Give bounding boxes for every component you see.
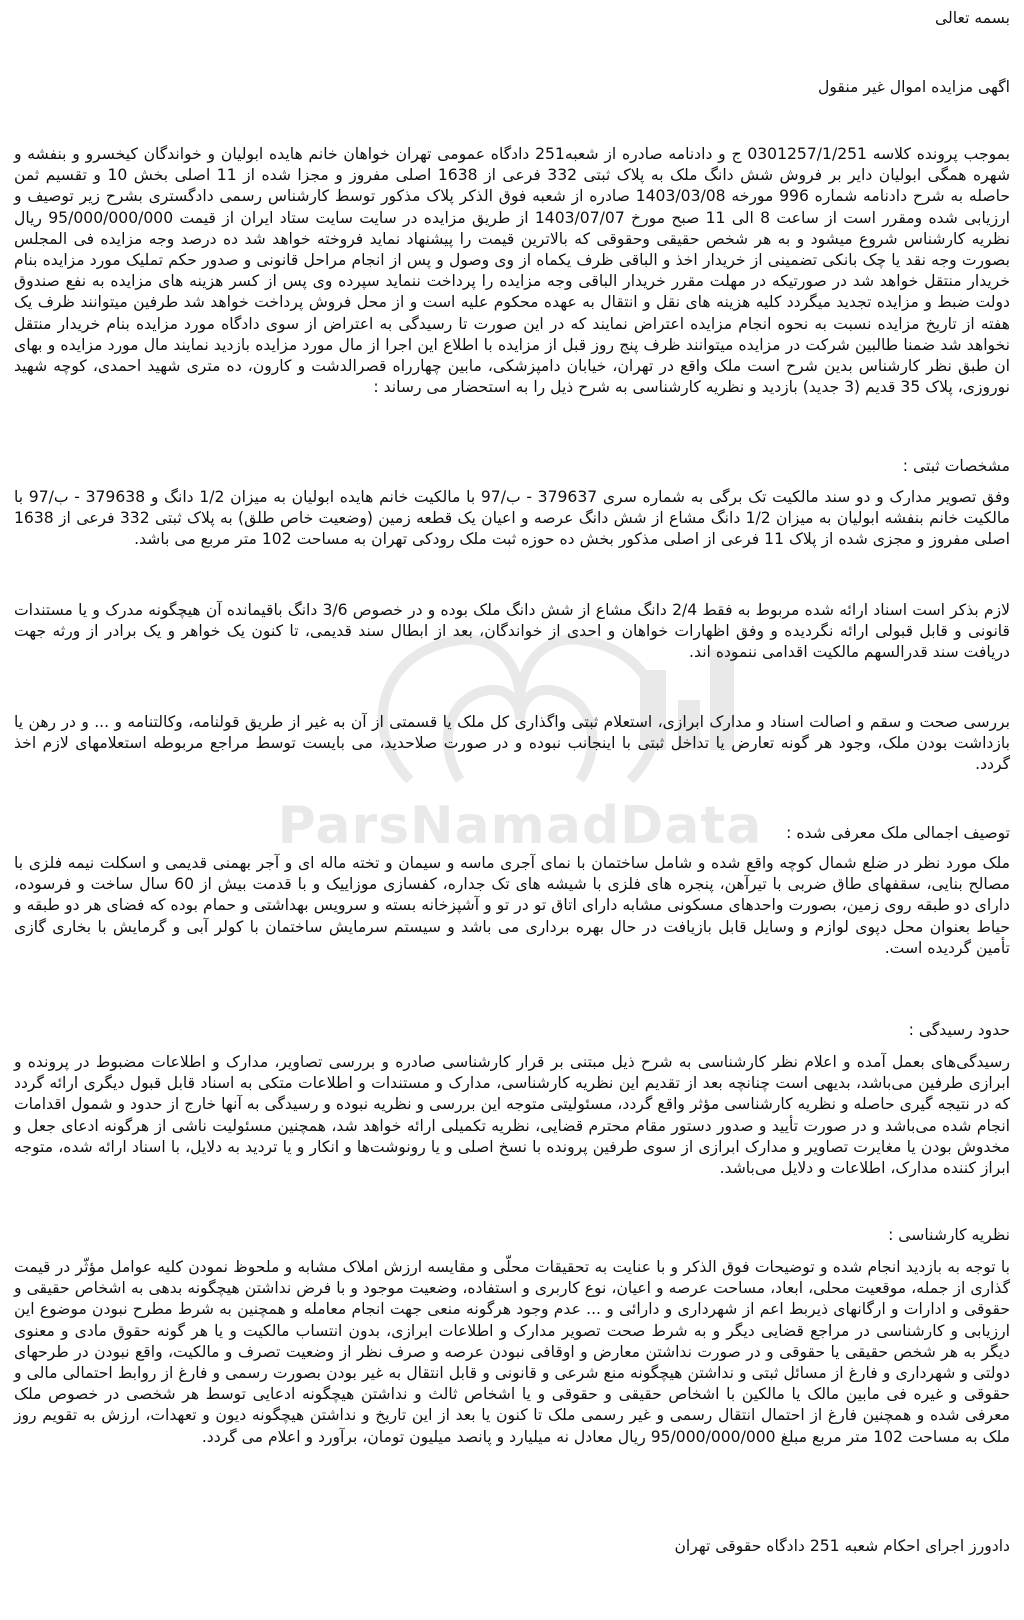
inquiry-note-paragraph: بررسی صحت و سقم و اصالت اسناد و مدارک ابرازی، استعلام ثبتی واگذاری کل ملک یا قسمتی از آن به غیر از طریق قولنامه، وکالتنامه و ... و در رهن یا بازداشت بودن ملک، وجود هر گونه تعارض یا تداخل ثبتی با اینجانب نبوده و در صورت صلاحدید، می بایست توسط مراجع مربوطه استعلامهای لازم اخذ گردد. <box>14 713 1010 774</box>
opinion-heading: نظریه کارشناسی : <box>888 1226 1010 1244</box>
description-heading: توصیف اجمالی ملک معرفی شده : <box>786 824 1010 842</box>
basmala: بسمه تعالی <box>935 9 1010 27</box>
scope-paragraph: رسیدگی‌های بعمل آمده و اعلام نظر کارشناسی به شرح ذیل مبتنی بر قرار کارشناسی صادره و بررسی تصاویر، مدارک و اطلاعات مضبوط در پرونده و ابرازی طرفین می‌باشد، بدیهی است چنانچه بعد از تقدیم این نظریه کارشناسی، مدارک و مستندات و اطلاعات متکی به اسناد قابل قبول دیگری ارائه گردد که در نتیجه گیری حاصله و نظریه کارشناسی مؤثر واقع گردد، مسئولیتی متوجه این بررسی و نظریه نبوده و رسیدگی به آنها خارج از حدود و شمول اقدامات انجام شده می‌باشد و در صورت تأیید و صدور دستور مقام محترم قضایی، نظریه تکمیلی ارائه خواهد شد، همچنین مسئولیت ناشی از هرگونه ادعای جعل و مخدوش بودن یا مغایرت تصاویر و مدارک ابرازی از سوی طرفین پرونده با نسخ اصلی و یا رونوشت‌ها و انکار و یا تردید به دلایل، با اسناد ارائه شده، متوجه ابراز کننده مدارک، اطلاعات و دلایل می‌باشد. <box>14 1053 1010 1178</box>
registry-paragraph: وفق تصویر مدارک و دو سند مالکیت تک برگی به شماره سری 379637 - ب/97 با مالکیت خانم هایده ابولیان به میزان 1/2 دانگ و 379638 - ب/97 با مالکیت خانم بنفشه ابولیان به میزان 1/2 دانگ مشاع از شش دانگ عرصه و اعیان یک قطعه زمین (وضعیت خاص طلق) به پلاک ثبتی 332 فرعی از 1638 اصلی مفروز و مجزی شده از پلاک 11 فرعی از اصلی مذکور بخش ده حوزه ثبت ملک رودکی تهران به مساحت 102 متر مربع می باشد. <box>14 488 1011 549</box>
description-paragraph: ملک مورد نظر در ضلع شمال کوچه واقع شده و شامل ساختمان با نمای آجری ماسه و سیمان و تخته ماله ای و آجر بهمنی قدیمی و اسکلت نیمه فلزی با مصالح بنایی، سقفهای طاق ضربی با تیرآهن، پنجره های فلزی با شیشه های تک جداره، کفسازی موزاییک و با قدمت بیش از 60 سال ساخت و فرسوده، دارای دو طبقه روی زمین، بصورت واحدهای مسکونی مشابه دارای اتاق تو در تو و آشپزخانه بسته و سرویس بهداشتی و حمام بوده که فضای هر دو طبقه و حیاط بعنوان محل دپوی لوازم و وسایل قابل بازیافت در حال بهره برداری می باشد و سیستم سرمایش ساختمان با کولر آبی و گرمایش با بخاری گازی تأمین گردیده است. <box>14 854 1010 957</box>
ownership-note-paragraph: لازم بذکر است اسناد ارائه شده مربوط به فقط 2/4 دانگ مشاع از شش دانگ ملک بوده و در خصوص 3/6 دانگ باقیمانده آن هیچگونه مدرک و یا مستندات قانونی و قابل قبولی ارائه نگردیده و وفق اظهارات خواهان و احدی از خواندگان، بعد از ابطال سند قدیمی، تا کنون یک خواهر و یک برادر از ورثه جهت دریافت سند قدرالسهم مالکیت اقدامی ننموده اند. <box>14 601 1011 662</box>
footer-signature: دادورز اجرای احکام شعبه 251 دادگاه حقوقی تهران <box>674 1537 1010 1555</box>
intro-paragraph: بموجب پرونده کلاسه 0301257/1/251 ج و دادنامه صادره از شعبه251 دادگاه عمومی تهران خواهان خانم هایده ابولیان و خواندگان کیخسرو و بنفشه و شهره همگی ابولیان دایر بر فروش شش دانگ ملک به پلاک ثبتی 332 فرعی از 1638 اصلی مفروز و مجزا شده از 11 اصلی بخش 10 و تقسیم ثمن حاصله به شرح دادنامه شماره 996 مورخه 1403/03/08 صادره از شعبه فوق الذکر پلاک مذکور توسط کارشناس رسمی دادگستری بشرح زیر توصیف و ارزیابی شده ومقرر است از ساعت 8 الی 11 صبح مورخ 1403/07/07 از طریق مزایده در سایت سایت ستاد ایران از قیمت 95/000/000/000 ریال نظریه کارشناس شروع میشود و به هر شخص حقیقی وحقوقی که بالاترین قیمت را پیشنهاد نماید فروخته خواهد شد ده درصد وجه مزایده فی المجلس بصورت وجه نقد یا چک بانکی تضمینی از خریدار اخذ و الباقی ظرف یکماه از وی وصول و پس از انجام مراحل قانونی و صدور حکم تملیک مورد مزایده بنام خریدار منتقل خواهد شد در صورتیکه در مهلت مقرر خریدار الباقی وجه مزایده را پرداخت ننماید سپرده وی پس از کسر هزینه های مزایده به نفع صندوق دولت ضبط و مزایده تجدید میگردد کلیه هزینه های نقل و انتقال به عهده محکوم علیه است و از محل فروش پرداخت خواهد شد طرفین میتوانند ظرف یک هفته از تاریخ مزایده نسبت به نحوه انجام مزایده اعتراض نمایند که در این صورت تا رسیدگی به اعتراض از سوی دادگاه مورد مزایده بنام خریدار منتقل نخواهد شد ضمنا طالبین شرکت در مزایده میتوانند ظرف پنج روز قبل از مزایده با اطلاع این اجرا از مال مورد مزایده بازدید نمایند مال مورد مزایده و بهای ان طبق نظر کارشناس بدین شرح است ملک واقع در تهران، خیابان دامپزشکی، مابین چهارراه قصرالدشت و کارون، ده متری شهید احمدی، کوچه شهید نوروزی، پلاک 35 قدیم (3 جدید) بازدید و نظریه کارشناسی به شرح ذیل را به استحضار می رساند : <box>14 145 1011 397</box>
opinion-paragraph: با توجه به بازدید انجام شده و توضیحات فوق الذکر و با عنایت به تحقیقات محلّی و مقایسه ارزش املاک مشابه و ملحوظ نمودن کلیه عوامل مؤثّر در قیمت گذاری از جمله، موقعیت محلی، ابعاد، مساحت عرصه و اعیان، نوع کاربری و استفاده، وضعیت موجود و با فرض نداشتن هیچگونه بدهی به اشخاص حقیقی و حقوقی و ادارات و ارگانهای ذیربط اعم از شهرداری و دارائی و ... عدم وجود هرگونه منعی جهت انجام معامله و همچنین به شرط مطرح نبودن موضوع این ارزیابی و کارشناسی در مراجع قضایی دیگر و به شرط صحت تصویر مدارک و اطلاعات ابرازی، بدون انتساب مالکیت و یا هر گونه حقوق مادی و معنوی دیگر به هر شخص حقیقی یا حقوقی و در صورت نداشتن معارض و اوقافی نبودن عرصه و صرف نظر از وضعیت تصرف و مالکیت، واقع نبودن در طرحهای دولتی و شهرداری و فارغ از مسائل ثبتی و نداشتن هیچگونه منع شرعی و قانونی و قابل انتقال به غیر بودن بصورت رسمی و فارغ از روابط احتمالی مالی و حقوقی و غیره فی مابین مالک یا مالکین با اشخاص حقیقی و حقوقی و یا اشخاص ثالث و نداشتن هیچگونه ادعایی توسط هر شخصی در خصوص ملک معرفی شده و همچنین فارغ از احتمال انتقال رسمی و غیر رسمی ملک تا کنون یا بعد از این تاریخ و نداشتن هیچگونه دیون و تعهدات، ارزش به تقویم روز ملک به مساحت 102 متر مربع مبلغ 95/000/000/000 ریال معادل نه میلیارد و پانصد میلیون تومان، برآورد و اعلام می گردد. <box>14 1258 1010 1446</box>
page-title: اگهی مزایده اموال غیر منقول <box>818 78 1010 96</box>
watermark-text: ParsNamadData <box>277 796 763 856</box>
scope-heading: حدود رسیدگی : <box>908 1021 1010 1039</box>
registry-heading: مشخصات ثبتی : <box>902 457 1010 475</box>
